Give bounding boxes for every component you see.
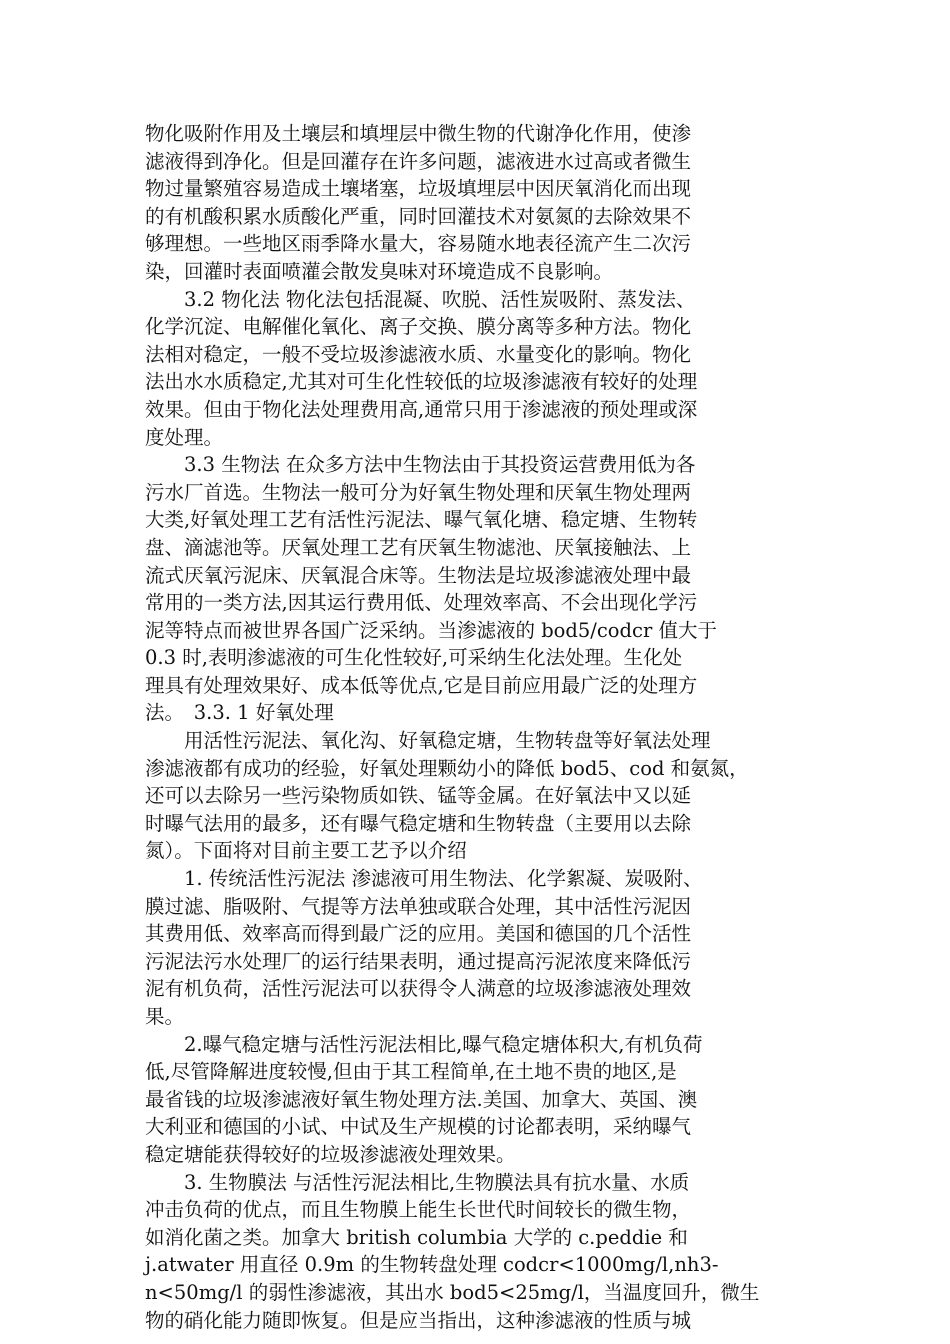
text-line: 盘、滴滤池等。厌氧处理工艺有厌氧生物滤池、厌氧接触法、上 xyxy=(145,535,692,559)
text-line: 3. 生物膜法 与活性污泥法相比,生物膜法具有抗水量、水质 xyxy=(145,1170,690,1194)
text-line: 最省钱的垃圾渗滤液好氧生物处理方法.美国、加拿大、英国、澳 xyxy=(145,1087,698,1111)
text-line: 物的硝化能力随即恢复。但是应当指出，这种渗滤液的性质与城 xyxy=(145,1308,692,1332)
text-line: 如消化菌之类。加拿大 british columbia 大学的 c.peddie 和 xyxy=(145,1225,688,1249)
text-line: 渗滤液都有成功的经验，好氧处理颗幼小的降低 bod5、cod 和氨氮， xyxy=(145,756,749,780)
text-line: 0.3 时,表明渗滤液的可生化性较好,可采纳生化法处理。生化处 xyxy=(145,646,683,670)
text-line: 污水厂首选。生物法一般可分为好氧生物处理和厌氧生物处理两 xyxy=(145,480,692,504)
text-line: 稳定塘能获得较好的垃圾渗滤液处理效果。 xyxy=(145,1142,516,1166)
text-line: 大类,好氧处理工艺有活性污泥法、曝气氧化塘、稳定塘、生物转 xyxy=(145,508,698,532)
text-line: 法。 3.3. 1 好氧处理 xyxy=(145,701,334,725)
text-line: 的有机酸积累水质酸化严重，同时回灌技术对氨氮的去除效果不 xyxy=(145,204,692,228)
text-line: 理具有处理效果好、成本低等优点,它是目前应用最广泛的处理方 xyxy=(145,673,698,697)
text-line: 物过量繁殖容易造成土壤堵塞，垃圾填埋层中因厌氧消化而出现 xyxy=(145,177,692,201)
text-line: 3.2 物化法 物化法包括混凝、吹脱、活性炭吸附、蒸发法、 xyxy=(145,287,696,311)
text-line: 用活性污泥法、氧化沟、好氧稳定塘，生物转盘等好氧法处理 xyxy=(145,729,711,753)
text-line: 其费用低、效率高而得到最广泛的应用。美国和德国的几个活性 xyxy=(145,922,692,946)
text-line: 膜过滤、脂吸附、气提等方法单独或联合处理，其中活性污泥因 xyxy=(145,894,692,918)
text-line: 时曝气法用的最多，还有曝气稳定塘和生物转盘（主要用以去除 xyxy=(145,811,692,835)
text-line: 2.曝气稳定塘与活性污泥法相比,曝气稳定塘体积大,有机负荷 xyxy=(145,1032,703,1056)
text-line: 低,尽管降解进度较慢,但由于其工程简单,在土地不贵的地区,是 xyxy=(145,1060,677,1084)
body-text xyxy=(145,120,805,1334)
text-line: 污泥法污水处理厂的运行结果表明，通过提高污泥浓度来降低污 xyxy=(145,949,692,973)
text-line: 大利亚和德国的小试、中试及生产规模的讨论都表明，采纳曝气 xyxy=(145,1115,692,1139)
text-line: 法出水水质稳定,尤其对可生化性较低的垃圾渗滤液有较好的处理 xyxy=(145,370,698,394)
text-line: j.atwater 用直径 0.9m 的生物转盘处理 codcr<1000mg/l,nh3- xyxy=(145,1253,719,1277)
text-line: 常用的一类方法,因其运行费用低、处理效率高、不会出现化学污 xyxy=(145,591,698,615)
text-line: 1. 传统活性污泥法 渗滤液可用生物法、化学絮凝、炭吸附、 xyxy=(145,867,703,891)
text-line: 化学沉淀、电解催化氧化、离子交换、膜分离等多种方法。物化 xyxy=(145,315,692,339)
text-line: 冲击负荷的优点，而且生物膜上能生长世代时间较长的微生物， xyxy=(145,1198,692,1222)
text-line: 够理想。一些地区雨季降水量大，容易随水地表径流产生二次污 xyxy=(145,232,692,256)
text-line: 染，回灌时表面喷灌会散发臭味对环境造成不良影响。 xyxy=(145,259,614,283)
text-line: 滤液得到净化。但是回灌存在许多问题，滤液进水过高或者微生 xyxy=(145,149,692,173)
text-line: 果。 xyxy=(145,1005,185,1028)
text-line: 3.3 生物法 在众多方法中生物法由于其投资运营费用低为各 xyxy=(145,453,696,477)
text-line: 还可以去除另一些污染物质如铁、锰等金属。在好氧法中又以延 xyxy=(145,784,692,808)
text-line: 泥等特点而被世界各国广泛采纳。当渗滤液的 bod5/codcr 值大于 xyxy=(145,618,717,642)
text-line: 泥有机负荷，活性污泥法可以获得令人满意的垃圾渗滤液处理效 xyxy=(145,977,692,1001)
text-line: n<50mg/l 的弱性渗滤液，其出水 bod5<25mg/l，当温度回升，微生 xyxy=(145,1280,760,1304)
text-line: 流式厌氧污泥床、厌氧混合床等。生物法是垃圾渗滤液处理中最 xyxy=(145,563,692,587)
text-line: 氮）。下面将对目前主要工艺予以介绍 xyxy=(145,839,467,863)
text-line: 效果。但由于物化法处理费用高,通常只用于渗滤液的预处理或深 xyxy=(145,397,698,421)
text-line: 物化吸附作用及土壤层和填埋层中微生物的代谢净化作用，使渗 xyxy=(145,122,692,145)
text-line: 度处理。 xyxy=(145,425,224,449)
text-line: 法相对稳定，一般不受垃圾渗滤液水质、水量变化的影响。物化 xyxy=(145,342,692,366)
